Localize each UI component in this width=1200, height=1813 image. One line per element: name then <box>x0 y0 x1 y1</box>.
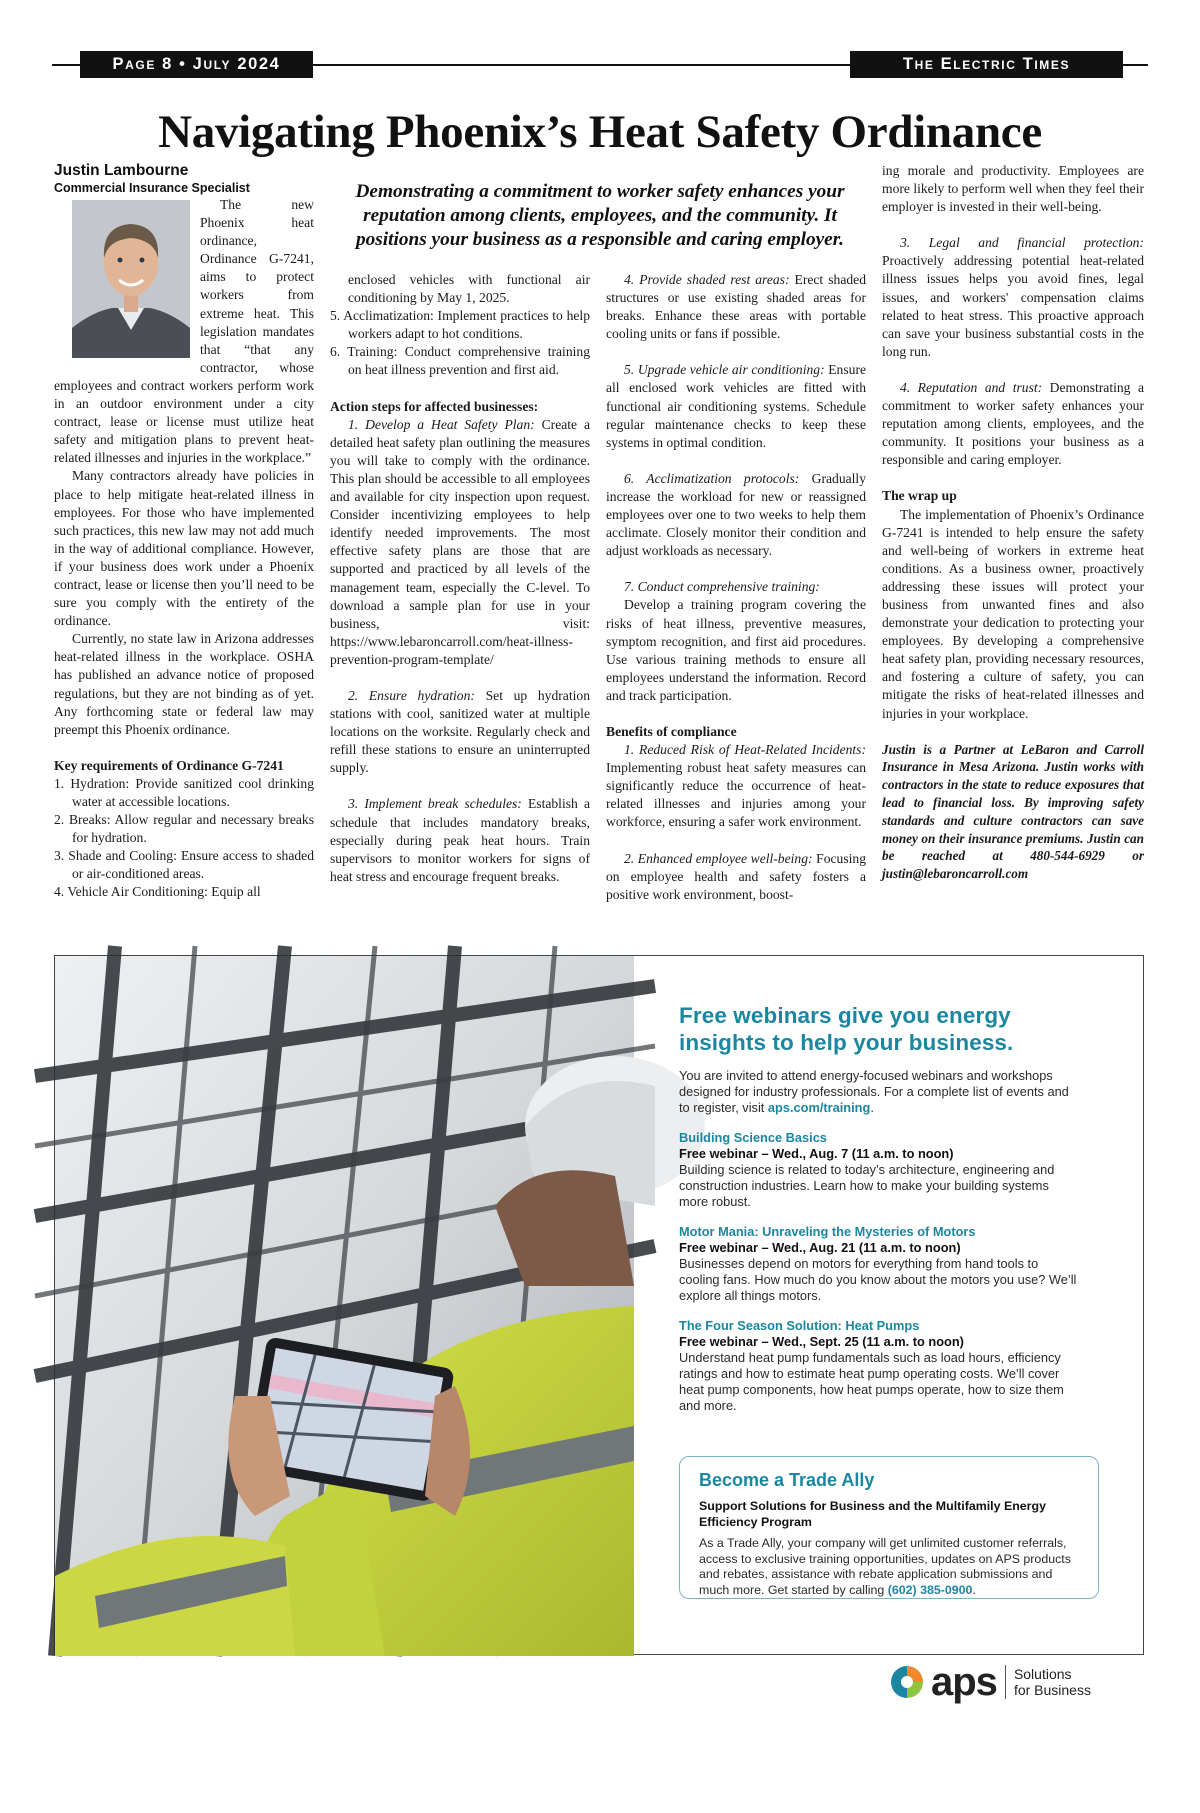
article-paragraph: The implementation of Phoenix’s Ordinance G-7241 is intended to help ensure the safety and well-being of workers in extreme heat conditions. As a business owner, proactively addressing these issues will protect your business from unwanted fines and also demonstrate your dedication to protecting your employees. By developing a comprehensive heat safety plan, providing necessary resources, and fostering a culture of safety, you can mitigate the risks of heat-related illnesses and injuries in your workplace. <box>882 506 1144 721</box>
list-item: 2. Breaks: Allow regular and necessary breaks for hydration. <box>54 812 314 846</box>
benefit-label: 3. Legal and financial protection: <box>900 235 1144 251</box>
logo-divider <box>1005 1665 1006 1699</box>
event-description: Understand heat pump fundamentals such as load hours, efficiency ratings and how to estimate heat pump operating costs. We’ll cover heat pump components, how heat pumps operate, how to size them and more. <box>679 1350 1064 1413</box>
section-heading: Action steps for affected businesses: <box>330 398 539 414</box>
ad-intro: You are invited to attend energy-focused webinars and workshops designed for industry professionals. For a complete list of events and to register, visit aps.com/training. <box>679 1068 1069 1115</box>
event-description: Businesses depend on motors for everything from hand tools to cooling fans. How much do you know about the motors you use? We’ll explore all things motors. <box>679 1256 1077 1303</box>
pull-quote: Demonstrating a commitment to worker safety enhances your reputation among clients, employees, and the community. It positions your business as a responsible and caring employer. <box>355 181 845 250</box>
article-paragraph <box>330 416 590 669</box>
requirements-list-cont <box>330 271 590 380</box>
article-paragraph <box>330 795 590 885</box>
aps-advertisement <box>54 955 1144 1704</box>
event-date: Free webinar – Wed., Sept. 25 (11 a.m. to noon) <box>679 1334 964 1349</box>
trade-ally-title: Become a Trade Ally <box>699 1470 875 1490</box>
headline: Navigating Phoenix’s Heat Safety Ordinance <box>158 106 1042 158</box>
event-item <box>679 1224 1079 1304</box>
event-title: Motor Mania: Unraveling the Mysteries of Motors <box>679 1224 976 1239</box>
column-3 <box>606 271 866 904</box>
event-date: Free webinar – Wed., Aug. 21 (11 a.m. to noon) <box>679 1240 961 1255</box>
benefit-label: 2. Enhanced employee well-being: <box>624 850 813 866</box>
benefit-label: 1. Reduced Risk of Heat-Related Incidents: <box>624 742 866 758</box>
event-item <box>679 1130 1079 1210</box>
author-photo <box>72 200 190 358</box>
step-label: 1. Develop a Heat Safety Plan: <box>348 416 535 432</box>
section-heading: Benefits of compliance <box>606 723 737 739</box>
article-paragraph: The new Phoenix heat ordinance, Ordinance G-7241, aims to protect workers from extreme heat. This legislation mandates that “that any contractor, whose employees and contract workers perform work in an outdoor environment under a city contract, lease or license must utilize heat safety and mitigation plans to prevent heat-related illnesses and injuries in the workplace.” <box>54 197 314 466</box>
event-description: Building science is related to today’s architecture, engineering and construction industries. Learn how to make your building systems more robust. <box>679 1162 1055 1209</box>
list-item: 3. Shade and Cooling: Ensure access to shaded or air-conditioned areas. <box>54 848 314 882</box>
event-title: The Four Season Solution: Heat Pumps <box>679 1318 920 1333</box>
section-heading: Key requirements of Ordinance G-7241 <box>54 757 284 773</box>
list-item: 5. Acclimatization: Implement practices to help workers adapt to hot conditions. <box>330 308 590 342</box>
author-title: Commercial Insurance Specialist <box>54 181 250 195</box>
article-paragraph <box>606 578 866 705</box>
paper-name: The Electric Times <box>850 51 1123 78</box>
step-label: 5. Upgrade vehicle air conditioning: <box>624 362 825 378</box>
author-bio: Justin is a Partner at LeBaron and Carroll Insurance in Mesa Arizona. Justin works with contractors in the state to reduce exposures that lead to financial loss. By improving safety standards and culture contractors can save money on their insurance premiums. Justin can be reached at 480-544-6929 or justin@lebaroncarroll.com <box>882 741 1144 882</box>
ad-title: Free webinars give you energy insights to help your business. <box>679 1003 1014 1055</box>
list-item: enclosed vehicles with functional air conditioning by May 1, 2025. <box>348 272 590 306</box>
article-paragraph <box>606 271 866 343</box>
step-label: 3. Implement break schedules: <box>348 796 522 812</box>
page-label: Page 8 • July 2024 <box>80 51 313 78</box>
step-label: 7. Conduct comprehensive training: <box>624 579 820 595</box>
event-item <box>679 1318 1079 1414</box>
list-item: 4. Vehicle Air Conditioning: Equip all <box>54 884 261 900</box>
aps-tagline <box>1014 1666 1091 1698</box>
aps-wordmark: aps <box>931 1660 997 1704</box>
trade-ally-subtitle: Support Solutions for Business and the Multifamily Energy Efficiency Program <box>699 1499 1046 1529</box>
column-1 <box>54 162 314 902</box>
list-item: 1. Hydration: Provide sanitized cool drinking water at accessible locations. <box>54 775 314 809</box>
article-paragraph <box>330 687 590 777</box>
tagline-line-1: Solutions <box>1013 1666 1072 1682</box>
step-label: 2. Ensure hydration: <box>348 687 475 703</box>
benefit-text: Focusing on employee health and safety fosters a positive work environment, boost- <box>606 850 866 902</box>
column-2 <box>330 271 590 886</box>
step-text: Create a detailed heat safety plan outlining the measures you will take to comply with the ordinance. This plan should be accessible to all employees and available for city inspection upon request. Consider incentivizing employees to help identify needed improvements. The most effective safety plans are those that are supported and practiced by all levels of the management team, especially the C-level. To download a sample plan for use in your business, visit: https://www.lebaroncarroll.com/heat-illness-prevention-program-template/ <box>330 416 591 667</box>
step-text: Develop a training program covering the risks of heat illness, preventive measures, symptom recognition, and first aid procedures. Use various training methods to ensure all employees understand the information. Record and track participation. <box>606 597 866 703</box>
article-paragraph <box>606 470 866 560</box>
article-paragraph: ing morale and productivity. Employees are more likely to perform well when they feel their employer is invested in their well-being. <box>882 163 1144 215</box>
benefit-label: 4. Reputation and trust: <box>900 379 1043 395</box>
aps-logo-icon <box>887 1662 927 1702</box>
trade-ally-box <box>679 1456 1099 1599</box>
step-label: 4. Provide shaded rest areas: <box>624 272 790 287</box>
step-label: 6. Acclimatization protocols: <box>624 470 800 486</box>
trade-ally-phone[interactable]: (602) 385-0900 <box>887 1582 973 1597</box>
article-paragraph <box>882 379 1144 469</box>
article-paragraph <box>606 741 866 831</box>
article-paragraph <box>606 361 866 451</box>
step-text: Erect shaded structures or use existing shaded areas for breaks. Enhance these areas with portable cooling units or fans if possible. <box>606 272 866 342</box>
author-name: Justin Lambourne <box>54 162 189 179</box>
event-date: Free webinar – Wed., Aug. 7 (11 a.m. to noon) <box>679 1146 954 1161</box>
article-paragraph: Currently, no state law in Arizona addresses heat-related illness in the workplace. OSHA has published an advance notice of proposed regulations, but they are not binding as of yet. Any forthcoming state or federal law may preempt this Phoenix ordinance. <box>54 631 314 737</box>
column-4 <box>882 162 1144 883</box>
step-text: Ensure all enclosed work vehicles are fitted with functional air conditioning systems. Schedule regular maintenance checks to keep these systems in optimal condition. <box>606 362 866 450</box>
article-paragraph: Many contractors already have policies in place to help mitigate heat-related illness in employees. For those who have implemented such practices, this new law may not add much in the way of additional compliance. However, if your business does work under a Phoenix contract, lease or license then you’ll need to be sure you comply with the entirety of the ordinance. <box>54 468 314 629</box>
step-text: Establish a schedule that includes mandatory breaks, especially during peak heat hours. Train supervisors to monitor workers for signs of heat stress and encourage frequent breaks. <box>330 796 591 884</box>
aps-logo <box>887 1662 1091 1702</box>
list-item: 6. Training: Conduct comprehensive training on heat illness prevention and first aid. <box>330 344 590 378</box>
ad-text-block <box>679 1002 1079 1414</box>
article-paragraph <box>882 234 1144 361</box>
benefit-text: Demonstrating a commitment to worker safety enhances your reputation among clients, employees, and the community. It positions your business as a responsible and caring employer. <box>882 379 1144 468</box>
trade-ally-text: As a Trade Ally, your company will get unlimited customer referrals, access to exclusive training opportunities, updates on APS products and rebates, assistance with rebate application submissions and much more. Get started by calling <box>699 1536 1071 1597</box>
step-text: Gradually increase the workload for new or reassigned employees over one to two weeks to help them acclimate. Closely monitor their condition and adjust workloads as necessary. <box>606 470 866 559</box>
trade-ally-body: As a Trade Ally, your company will get unlimited customer referrals, access to exclusive training opportunities, updates on APS products and rebates, assistance with rebate application submissions and much more. Get started by calling (602) 385-0900. <box>699 1536 1071 1597</box>
requirements-list <box>54 775 314 902</box>
benefit-text: Implementing robust heat safety measures can significantly reduce the occurrence of heat-related illnesses and injuries among your workforce, ensuring a safer work environment. <box>606 760 866 830</box>
benefit-text: Proactively addressing potential heat-related illness issues helps you avoid fines, legal issues, and workers' compensation claims related to heat stress. This proactive approach can save your business substantial costs in the long run. <box>882 253 1144 359</box>
section-heading: The wrap up <box>882 488 957 504</box>
training-link[interactable]: aps.com/training <box>767 1100 871 1115</box>
article-paragraph <box>606 850 866 904</box>
step-text: Set up hydration stations with cool, sanitized water at multiple locations on the worksite. Regularly check and refill these stations to ensure an uninterrupted supply. <box>330 687 590 776</box>
ad-intro-text: You are invited to attend energy-focused webinars and workshops designed for industry professionals. For a complete list of events and to register, visit <box>679 1068 1069 1115</box>
tagline-line-2: for Business <box>1013 1682 1091 1698</box>
worker-tablet-photo <box>55 956 634 1656</box>
event-title: Building Science Basics <box>679 1130 827 1145</box>
